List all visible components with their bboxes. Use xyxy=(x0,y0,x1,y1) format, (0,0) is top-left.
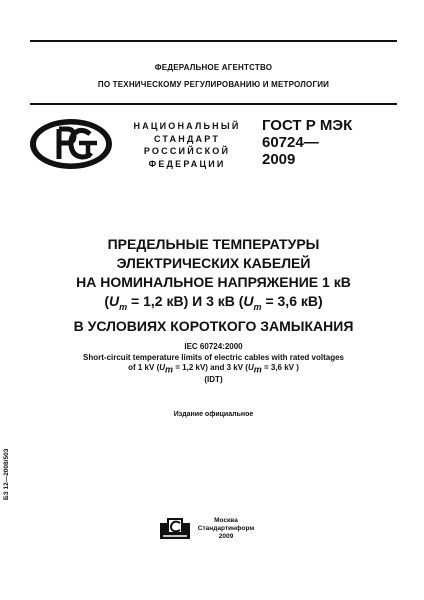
iec-l3-m2: m xyxy=(253,364,262,375)
national-line-3: РОССИЙСКОЙ xyxy=(143,146,231,156)
publisher-block xyxy=(196,517,256,541)
gost-line-3: 2009 xyxy=(262,151,296,168)
official-edition-label: Издание официальное xyxy=(173,411,254,418)
iec-l3-u2: U xyxy=(247,363,254,372)
title-l4-u1: U xyxy=(109,293,120,309)
title-line-4 xyxy=(30,292,397,317)
national-line-1: НАЦИОНАЛЬНЫЙ xyxy=(133,121,241,131)
iec-l3-a: of 1 kV ( xyxy=(128,363,160,372)
agency-line-2: ПО ТЕХНИЧЕСКОМУ РЕГУЛИРОВАНИЮ И МЕТРОЛОГИИ xyxy=(97,80,330,89)
title-line-5: В УСЛОВИЯХ КОРОТКОГО ЗАМЫКАНИЯ xyxy=(73,317,354,334)
iec-l3-u1: U xyxy=(159,363,166,372)
national-line-2: СТАНДАРТ xyxy=(153,133,221,144)
title-l4-c: = 3,6 кВ) xyxy=(261,293,323,309)
rst-logo-icon xyxy=(29,118,113,170)
national-standard-label xyxy=(128,120,246,170)
iec-idt: (IDT) xyxy=(204,375,223,385)
iec-line-3 xyxy=(30,363,397,375)
header-rule xyxy=(30,103,397,105)
publisher-name: Стандартинформ xyxy=(197,525,255,532)
document-title xyxy=(30,235,397,336)
iec-line-2: Short-circuit temperature limits of electric cables with rated voltages xyxy=(83,352,344,362)
publisher-city: Москва xyxy=(214,517,238,524)
iec-l3-c: = 3,6 kV ) xyxy=(261,363,299,372)
title-line-1: ПРЕДЕЛЬНЫЕ ТЕМПЕРАТУРЫ xyxy=(107,236,320,252)
publisher-year: 2009 xyxy=(218,533,234,540)
side-code: БЗ 12—2008/503 xyxy=(3,448,10,500)
iec-code: IEC 60724:2000 xyxy=(184,342,243,351)
title-l4-m1: m xyxy=(119,301,128,312)
iec-reference xyxy=(30,342,397,386)
title-l4-m2: m xyxy=(253,301,262,312)
title-line-2: ЭЛЕКТРИЧЕСКИХ КАБЕЛЕЙ xyxy=(116,255,311,271)
agency-line-1: ФЕДЕРАЛЬНОЕ АГЕНТСТВО xyxy=(154,63,273,72)
standartinform-logo-icon xyxy=(158,517,192,541)
iec-l3-b: = 1,2 kV) and 3 kV ( xyxy=(173,363,248,372)
title-l4-u2: U xyxy=(243,293,254,309)
gost-line-2: 60724— xyxy=(262,134,319,151)
top-rule xyxy=(30,40,397,42)
title-l4-a: ( xyxy=(104,293,109,309)
gost-line-1: ГОСТ Р МЭК xyxy=(262,117,353,134)
iec-l3-m1: m xyxy=(165,364,174,375)
title-l4-b: = 1,2 кВ) И 3 кВ ( xyxy=(127,293,244,309)
national-line-4: ФЕДЕРАЦИИ xyxy=(148,158,226,169)
gost-number xyxy=(262,117,352,168)
title-line-3: НА НОМИНАЛЬНОЕ НАПРЯЖЕНИЕ 1 кВ xyxy=(76,274,351,290)
